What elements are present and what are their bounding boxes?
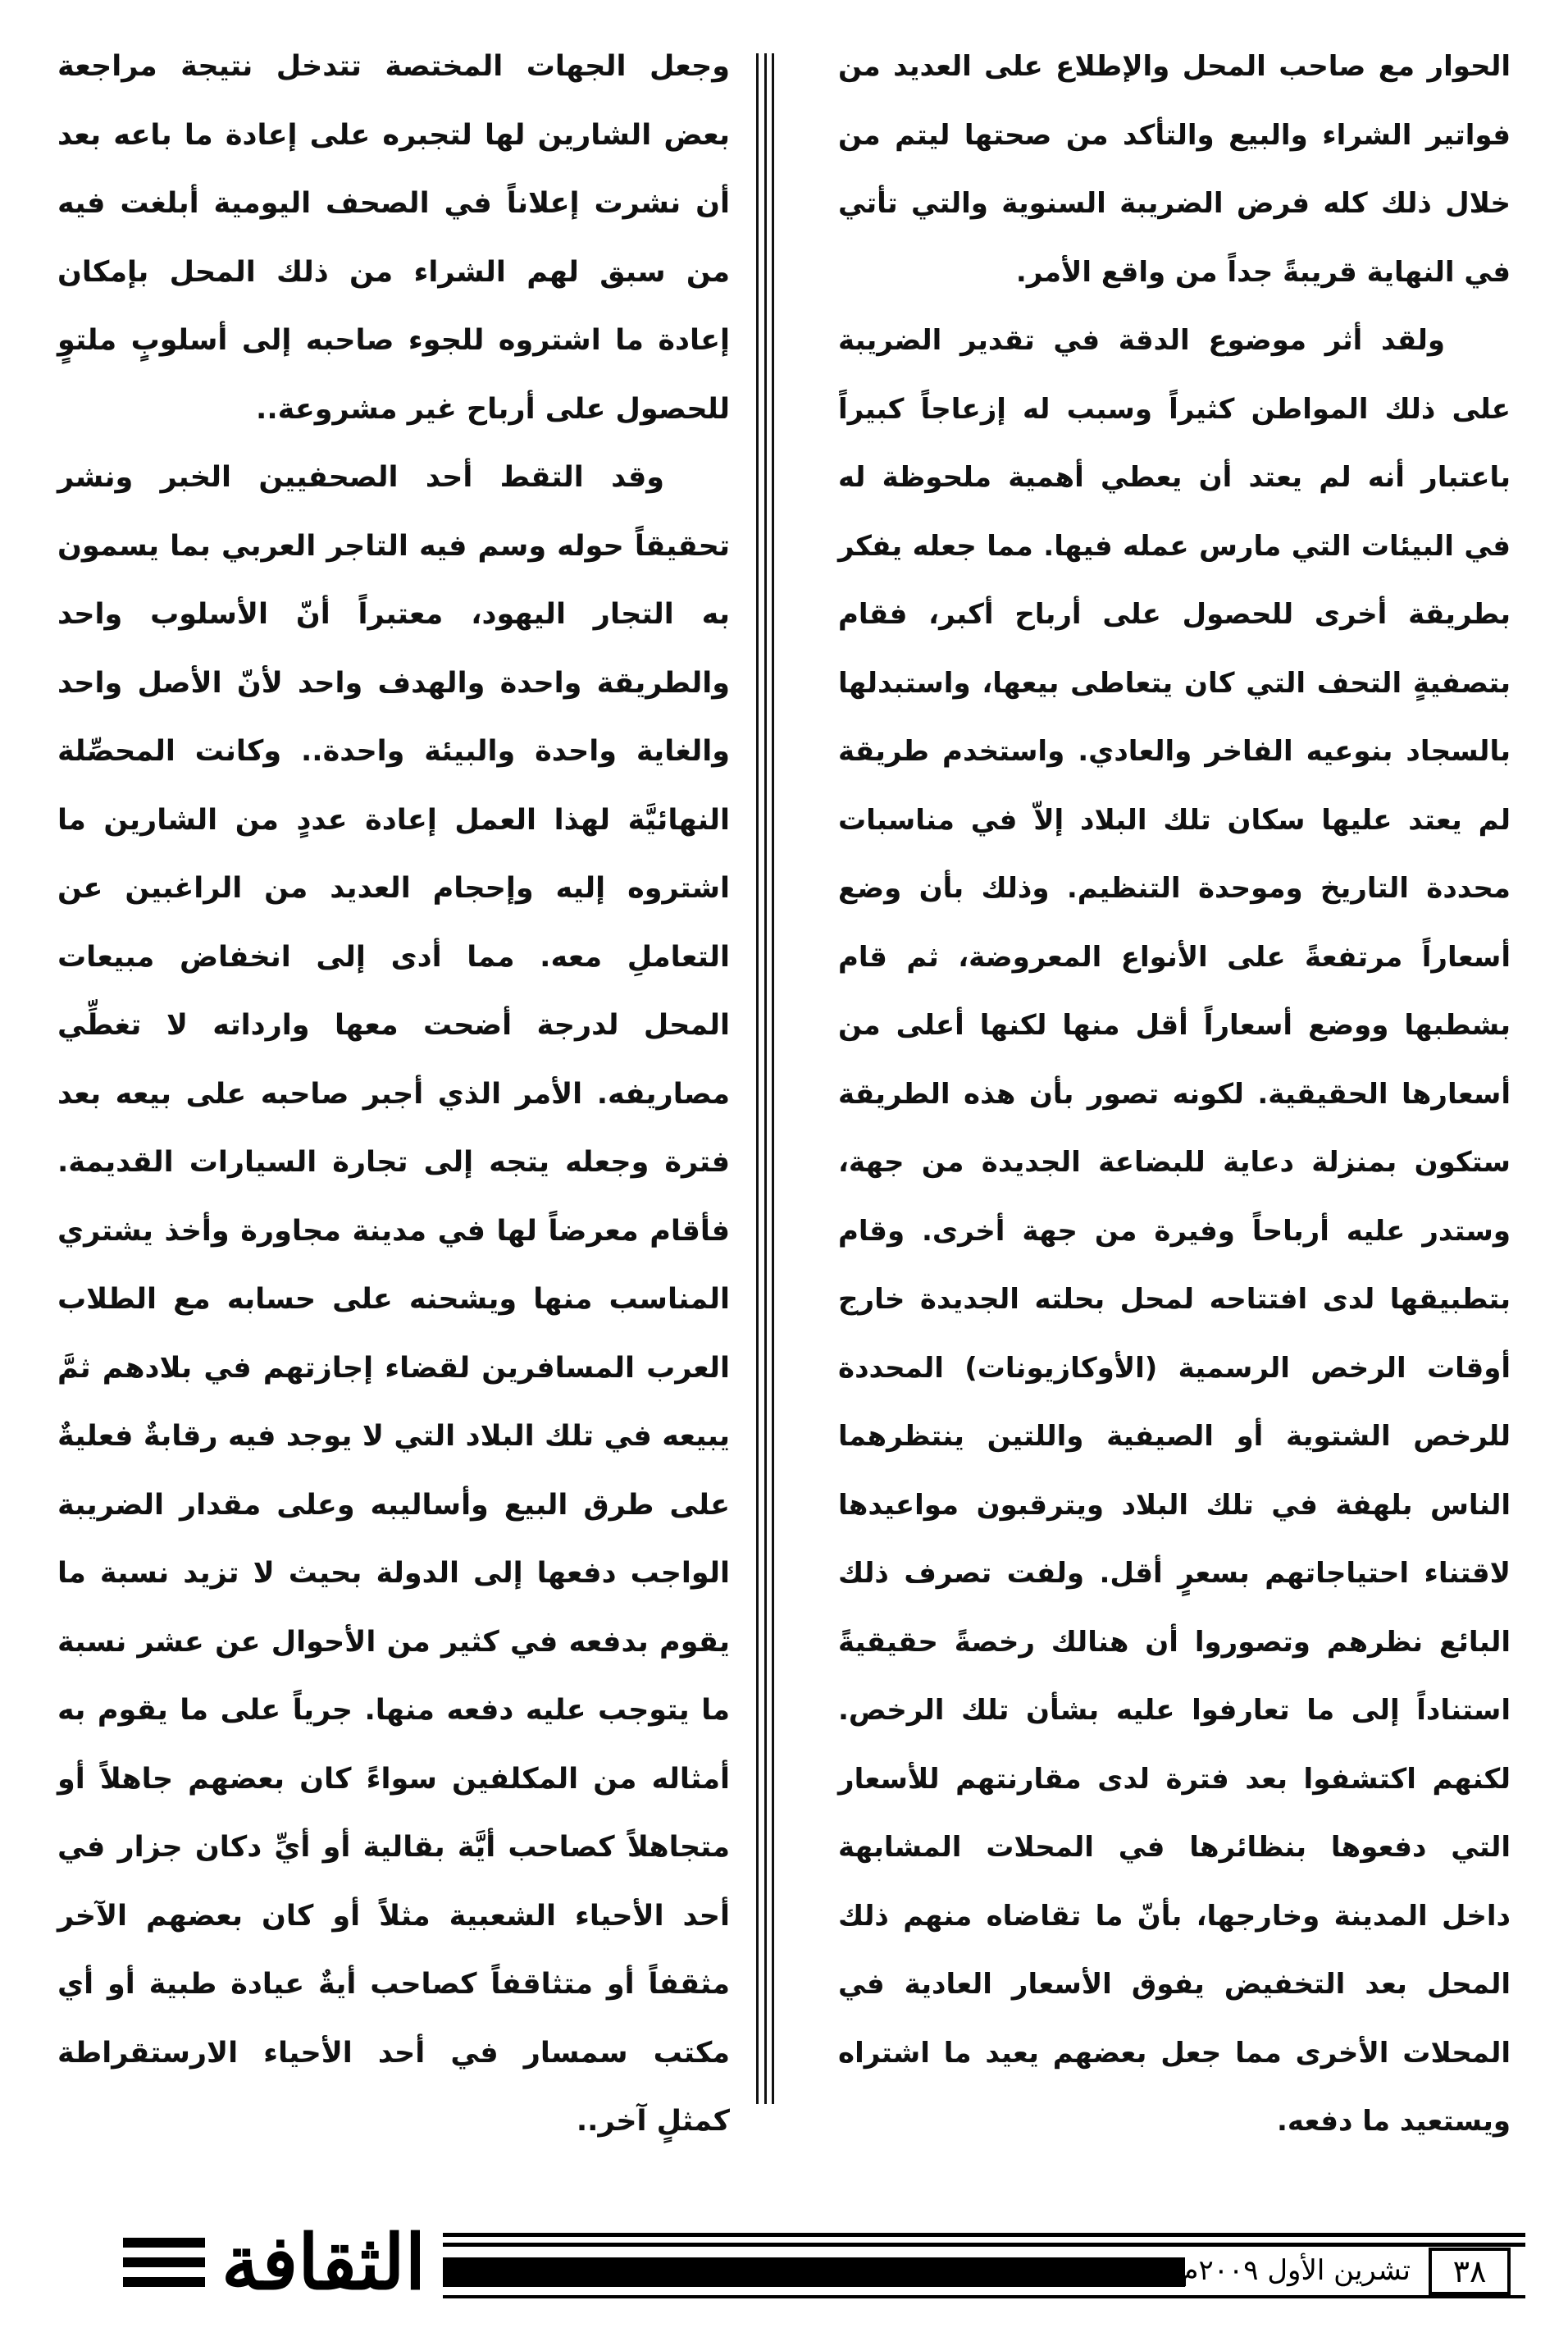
footer-rule [443,2243,1525,2247]
footer-bar [443,2257,1185,2287]
footer-rule [443,2295,1525,2298]
article-paragraph: الحوار مع صاحب المحل والإطلاع على العديد من فواتير الشراء والبيع والتأكد من صحتها ليتم من خلال ذلك كله فرض الضريبة السنوية والتي تأتي في النهاية قريبةً جداً من واقع الأمر. [838,50,1511,289]
page-number: ٣٨ [1429,2248,1511,2295]
article-paragraph: وقد التقط أحد الصحفيين الخبر ونشر تحقيقاً حوله وسم فيه التاجر العربي بما يسمون به التجار اليهود، معتبراً أنّ الأسلوب واحد والطريقة واحدة والهدف واحد لأنّ الأصل واحد والغاية واحدة والبيئة واحدة.. وكانت المحصِّلة النهائيَّة لهذا العمل إعادة عددٍ من الشارين ما اشتروه إليه وإحجام العديد من الراغبين عن التعاملِ معه. مما أدى إلى انخفاض مبيعات المحل لدرجة أضحت معها وارداته لا تغطِّي مصاريفه. الأمر الذي أجبر صاحبه على بيعه بعد فترة وجعله يتجه إلى تجارة السيارات القديمة. فأقام معرضاً لها في مدينة مجاورة وأخذ يشتري المناسب منها ويشحنه على حسابه مع الطلاب العرب المسافرين لقضاء إجازتهم في بلادهم ثمَّ يبيعه في تلك البلاد التي لا يوجد فيه رقابةٌ فعليةٌ على طرق البيع وأساليبه وعلى مقدار الضريبة الواجب دفعها إلى الدولة بحيث لا تزيد نسبة ما يقوم بدفعه في كثير من الأحوال عن عشر نسبة ما يتوجب عليه دفعه منها. جرياً على ما يقوم به أمثاله من المكلفين سواءً كان بعضهم جاهلاً أو متجاهلاً كصاحب أيَّة بقالية أو أيِّ دكان جزار في أحد الأحياء الشعبية مثلاً أو كان بعضهم الآخر مثقفاً أو متثاقفاً كصاحب أيةٌ عيادة طبية أو أي مكتب سمسار في أحد الأحياء الارستقراطة كمثلٍ آخر.. [57,461,730,2138]
logo-bar [123,2238,205,2248]
divider-line [756,53,759,2104]
logo-bar [123,2277,205,2287]
issue-date: تشرين الأول ٢٠٠٩م [1181,2254,1411,2287]
divider-line [764,53,767,2104]
article-paragraph: وجعل الجهات المختصة تتدخل نتيجة مراجعة بعض الشارين لها لتجبره على إعادة ما باعه بعد أن نشرت إعلاناً في الصحف اليومية أبلغت فيه من سبق لهم الشراء من ذلك المحل بإمكان إعادة ما اشتروه للجوء صاحبه إلى أسلوبٍ ملتوٍ للحصول على أرباح غير مشروعة.. [57,50,730,426]
logo-bar [123,2257,205,2267]
article-column-right [838,33,1511,2157]
magazine-logo: الثقافة [221,2218,426,2307]
divider-line [772,53,774,2104]
article-column-left [57,33,730,2157]
article-paragraph: ولقد أثر موضوع الدقة في تقدير الضريبة على ذلك المواطن كثيراً وسبب له إزعاجاً كبيراً باعتبار أنه لم يعتد أن يعطي أهمية ملحوظة له في البيئات التي مارس عمله فيها. مما جعله يفكر بطريقة أخرى للحصول على أرباح أكبر، فقام بتصفيةٍ التحف التي كان يتعاطى بيعها، واستبدلها بالسجاد بنوعيه الفاخر والعادي. واستخدم طريقة لم يعتد عليها سكان تلك البلاد إلاّ في مناسبات محددة التاريخ وموحدة التنظيم. وذلك بأن وضع أسعاراً مرتفعةً على الأنواع المعروضة، ثم قام بشطبها ووضع أسعاراً أقل منها لكنها أعلى من أسعارها الحقيقية. لكونه تصور بأن هذه الطريقة ستكون بمنزلة دعاية للبضاعة الجديدة من جهة، وستدر عليه أرباحاً وفيرة من جهة أخرى. وقام بتطبيقها لدى افتتاحه لمحل بحلته الجديدة خارج أوقات الرخص الرسمية (الأوكازيونات) المحددة للرخص الشتوية أو الصيفية واللتين ينتظرهما الناس بلهفة في تلك البلاد ويترقبون مواعيدها لاقتناء احتياجاتهم بسعرٍ أقل. ولفت تصرف ذلك البائع نظرهم وتصوروا أن هنالك رخصةً حقيقيةً استناداً إلى ما تعارفوا عليه بشأن تلك الرخص. لكنهم اكتشفوا بعد فترة لدى مقارنتهم للأسعار التي دفعوها بنظائرها في المحلات المشابهة داخل المدينة وخارجها، بأنّ ما تقاضاه منهم ذلك المحل بعد التخفيض يفوق الأسعار العادية في المحلات الأخرى مما جعل بعضهم يعيد ما اشتراه ويستعيد ما دفعه. [838,324,1511,2138]
footer-rule [443,2233,1525,2237]
column-divider [756,53,774,2104]
page-footer [0,2215,1568,2313]
